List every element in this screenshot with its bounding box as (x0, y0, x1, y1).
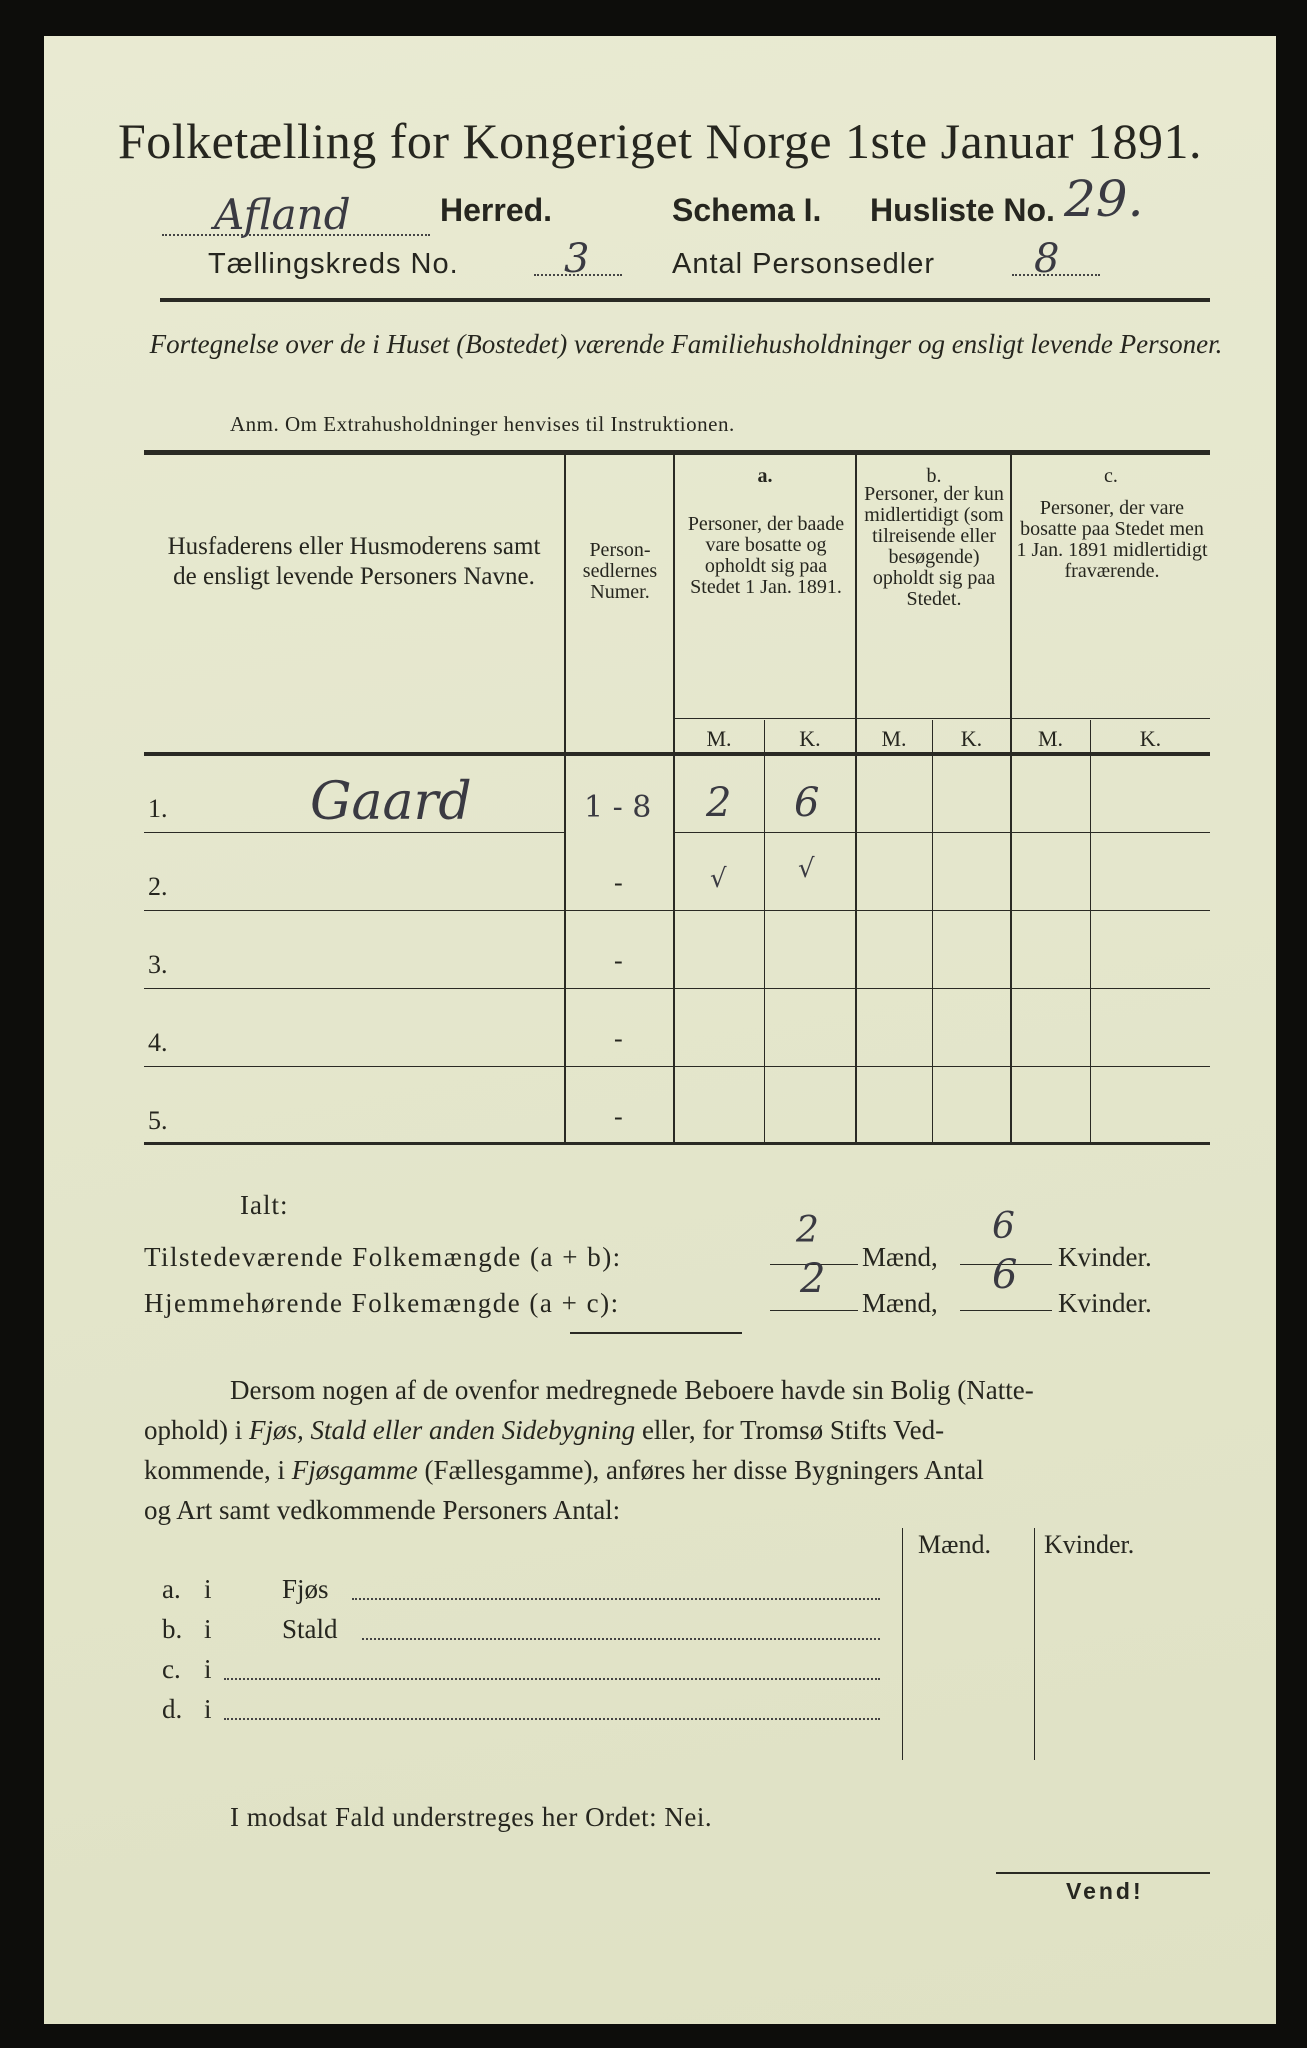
col-a-m: M. (706, 726, 732, 751)
paragraph-line-1: Dersom nogen af de ovenfor medregnede Beboere havde sin Bolig (Natte- (230, 1375, 1034, 1405)
total-present-men-label: Mænd, (862, 1242, 938, 1272)
header-rule (160, 298, 1210, 302)
herred-field (162, 190, 430, 240)
col-c-m: M. (1037, 726, 1064, 751)
form-subtitle: Fortegnelse over de i Huset (Bostedet) værende Familiehusholdninger og ensligt levende Personer. (149, 329, 1223, 359)
household-table (144, 450, 1210, 1150)
total-resident-men: 2 (800, 1256, 826, 1302)
col-a-letter: a. (757, 465, 773, 487)
building-item-d: d. i (162, 1694, 902, 1734)
schema-label: Schema I. (672, 192, 822, 228)
paragraph-line-3: kommende, i Fjøsgamme (Fællesgamme), anføres her disse Bygningers Antal (144, 1455, 984, 1485)
building-item-c: c. i (162, 1654, 902, 1694)
row-4-number: 4. (148, 1028, 168, 1057)
paragraph-line-4: og Art samt vedkommende Personers Antal: (144, 1495, 621, 1525)
col-c-k: K. (1139, 726, 1162, 751)
buildings-paragraph (144, 1370, 1210, 1530)
total-resident-women: 6 (992, 1252, 1018, 1298)
col-name-header: Husfaderens eller Husmoderens samt de ensligt levende Personers Navne. (167, 533, 541, 590)
row-4-sedler: - (614, 1024, 623, 1053)
row-1-a-k: 6 (794, 780, 820, 826)
total-resident-women-label: Kvinder. (1058, 1288, 1152, 1318)
buildings-col-kvinder: Kvinder. (1044, 1530, 1135, 1559)
anm-note: Anm. Om Extrahusholdninger henvises til Instruktionen. (230, 412, 735, 436)
nei-instruction: I modsat Fald understreges her Ordet: Nei. (230, 1802, 713, 1832)
col-a-header: Personer, der baade vare bosatte og opholdt sig paa Stedet 1 Jan. 1891. (687, 513, 845, 598)
total-present-women: 6 (992, 1206, 1015, 1247)
building-item-b: b. i Stald (162, 1614, 902, 1654)
row-1-name: Gaard (310, 772, 472, 832)
buildings-col-maend: Mænd. (918, 1530, 991, 1559)
row-2-number: 2. (148, 872, 168, 901)
row-2-a-k: √ (798, 854, 815, 884)
ialt-label: Ialt: (240, 1190, 289, 1220)
row-5-number: 5. (148, 1106, 168, 1135)
row-1-number: 1. (148, 794, 168, 823)
col-b-letter: b. (926, 465, 942, 487)
husliste-number: 29. (1064, 170, 1144, 228)
buildings-list (162, 1574, 902, 1734)
row-1-sedler: 1 - 8 (584, 790, 652, 825)
row-2-sedler: - (614, 868, 623, 897)
kreds-number: 3 (564, 236, 590, 282)
herred-label: Herred. (440, 192, 553, 228)
col-c-letter: c. (1104, 465, 1118, 487)
total-present-label: Tilstedeværende Folkemængde (a + b): (144, 1242, 622, 1272)
census-form-page (44, 36, 1276, 2024)
col-num-header: Person-sedlernes Numer. (582, 539, 658, 603)
col-b-k: K. (960, 726, 983, 751)
total-resident-label: Hjemmehørende Folkemængde (a + c): (144, 1288, 620, 1318)
row-5-sedler: - (614, 1102, 623, 1131)
col-b-m: M. (881, 726, 907, 751)
form-title: Folketælling for Kongeriget Norge 1ste Januar 1891. (117, 113, 1203, 169)
row-1-a-m: 2 (706, 780, 732, 826)
col-b-header: Personer, der kun midlertidigt (som tilreisende eller besøgende) opholdt sig paa Stedet. (864, 483, 1004, 610)
section-divider (570, 1332, 742, 1334)
total-present-women-label: Kvinder. (1058, 1242, 1152, 1272)
building-item-a: a. i Fjøs (162, 1574, 902, 1614)
total-resident-men-label: Mænd, (862, 1288, 938, 1318)
herred-name: Afland (214, 190, 351, 239)
col-a-k: K. (799, 726, 821, 751)
row-3-number: 3. (148, 950, 168, 979)
col-c-header: Personer, der vare bosatte paa Stedet men 1 Jan. 1891 midlertidigt fraværende. (1016, 497, 1208, 582)
husliste-label: Husliste No. (870, 192, 1055, 228)
antal-number: 8 (1034, 236, 1060, 282)
row-2-a-m: √ (710, 864, 727, 894)
kreds-label: Tællingskreds No. (208, 248, 459, 280)
total-present-men: 2 (796, 1210, 819, 1251)
vend-label: Vend! (1066, 1878, 1144, 1904)
row-3-sedler: - (614, 946, 623, 975)
paragraph-line-2: ophold) i Fjøs, Stald eller anden Sidebygning eller, for Tromsø Stifts Ved- (144, 1415, 945, 1445)
antal-label: Antal Personsedler (672, 248, 936, 280)
